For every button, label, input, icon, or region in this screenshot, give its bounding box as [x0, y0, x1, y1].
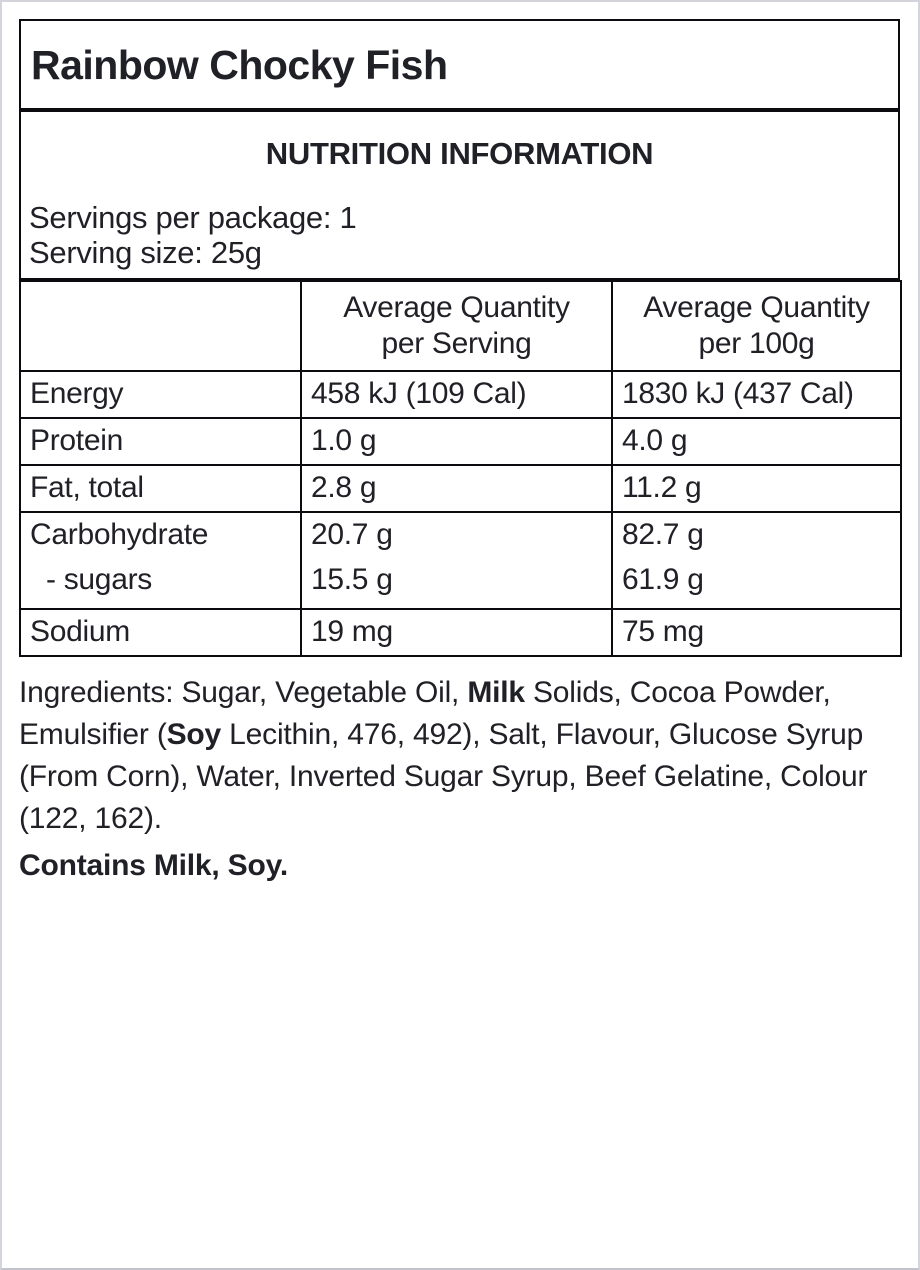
carbohydrate-per-100g: 82.7 g	[622, 518, 704, 551]
row-label: Energy	[20, 371, 301, 418]
table-row-carbohydrate	[20, 512, 901, 609]
column-header-per-100g: Average Quantity per 100g	[612, 281, 901, 371]
value-per-serving: 458 kJ (109 Cal)	[301, 371, 612, 418]
nutrition-table	[19, 280, 902, 657]
table-row-sodium	[20, 609, 901, 656]
row-label: Fat, total	[20, 465, 301, 512]
carbohydrate-label: Carbohydrate	[30, 518, 209, 551]
value-per-serving	[301, 512, 612, 609]
allergen-milk: Milk	[467, 676, 525, 709]
sugars-label: - sugars	[46, 563, 152, 596]
table-header-row	[20, 281, 901, 371]
column-header-blank	[20, 281, 301, 371]
sugars-per-serving: 15.5 g	[311, 563, 393, 596]
carbohydrate-per-serving: 20.7 g	[311, 518, 393, 551]
contains-statement: Contains Milk, Soy.	[19, 849, 289, 882]
servings-per-package-line: Servings per package: 1	[29, 200, 357, 235]
column-header-per-serving: Average Quantity per Serving	[301, 281, 612, 371]
value-per-100g: 75 mg	[612, 609, 901, 656]
value-per-serving: 1.0 g	[301, 418, 612, 465]
table-row-protein	[20, 418, 901, 465]
allergen-soy: Soy	[166, 718, 222, 751]
nutrition-label	[19, 19, 900, 887]
sugars-per-100g: 61.9 g	[622, 563, 704, 596]
ingredients-text: Lecithin, 476, 492), Salt, Flavour, Glucose Syrup (From Corn), Water, Inverted Sugar Syrup, Beef Gelatine, Colour (122, 162).	[19, 718, 868, 835]
product-title: Rainbow Chocky Fish	[31, 42, 448, 88]
ingredients-text: Ingredients: Sugar, Vegetable Oil,	[19, 676, 468, 709]
value-per-100g: 4.0 g	[612, 418, 901, 465]
value-per-100g: 11.2 g	[612, 465, 901, 512]
nutrition-info-panel	[19, 110, 900, 280]
value-per-serving: 2.8 g	[301, 465, 612, 512]
ingredients-paragraph	[19, 672, 900, 840]
value-per-100g: 1830 kJ (437 Cal)	[612, 371, 901, 418]
ingredients-text: Solids, Cocoa Powder, Emulsifier (	[19, 676, 831, 751]
table-row-energy	[20, 371, 901, 418]
value-per-100g	[612, 512, 901, 609]
row-label: Sodium	[20, 609, 301, 656]
product-title-box	[19, 19, 900, 110]
servings-block	[29, 200, 890, 270]
row-label	[20, 512, 301, 609]
serving-size-line: Serving size: 25g	[29, 235, 262, 270]
value-per-serving: 19 mg	[301, 609, 612, 656]
table-row-fat	[20, 465, 901, 512]
row-label: Protein	[20, 418, 301, 465]
nutrition-information-heading: NUTRITION INFORMATION	[265, 136, 654, 171]
